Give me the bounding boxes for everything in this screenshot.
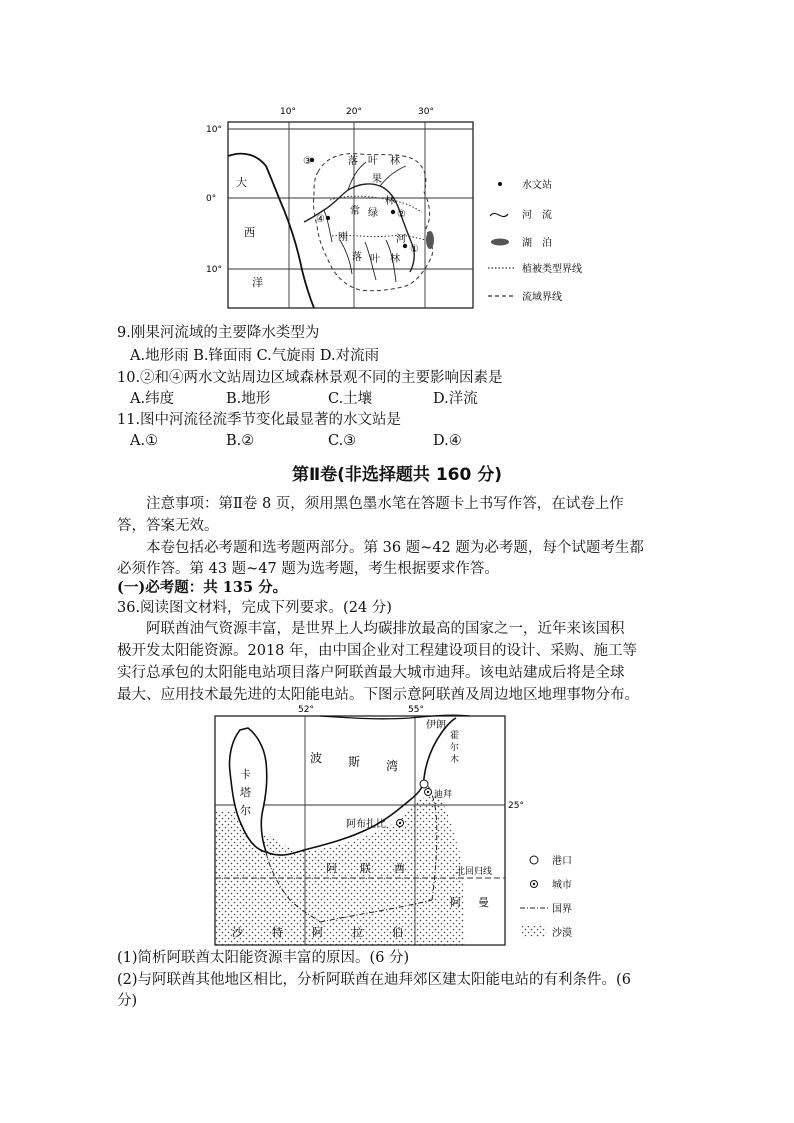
hormuz-label: 尔 bbox=[450, 743, 460, 753]
scope-line-1: 本卷包括必考题和选考题两部分。第 36 题~42 题为必考题，每个试题考生都 bbox=[146, 540, 644, 556]
gulf-label: 斯 bbox=[348, 755, 361, 769]
station-number: ① bbox=[410, 244, 419, 255]
map1-legend bbox=[488, 178, 582, 303]
river-name: 河 bbox=[396, 234, 406, 245]
legend-port: 港口 bbox=[552, 856, 572, 867]
map2-legend bbox=[520, 854, 572, 939]
legend-desert: 沙漠 bbox=[552, 928, 572, 939]
section-2-title: 第Ⅱ卷(非选择题共 160 分) bbox=[291, 465, 503, 485]
lon-label: 20° bbox=[346, 107, 362, 117]
oman-label: 阿 bbox=[450, 896, 461, 909]
oman-label: 曼 bbox=[478, 896, 489, 909]
ocean-label: 大 bbox=[236, 176, 247, 189]
forest-label: 林 bbox=[390, 156, 400, 167]
question-10-option-a: A.纬度 bbox=[130, 391, 175, 407]
question-10-option-d: D.洋流 bbox=[433, 391, 478, 407]
lat-label: 10° bbox=[206, 265, 222, 275]
qatar-label: 卡 bbox=[240, 768, 251, 781]
lat-label: 25° bbox=[508, 801, 524, 811]
congo-basin-map bbox=[200, 100, 620, 315]
uae-label: 酋 bbox=[394, 862, 405, 875]
question-10: 10.②和④两水文站周边区域森林景观不同的主要影响因素是 bbox=[117, 370, 503, 386]
uae-label: 联 bbox=[360, 862, 371, 875]
ocean-label: 洋 bbox=[252, 276, 263, 289]
question-36-sub-1: (1)简析阿联酋太阳能资源丰富的原因。(6 分) bbox=[117, 950, 410, 966]
legend-lake: 湖 泊 bbox=[522, 238, 552, 249]
lon-label: 30° bbox=[418, 107, 434, 117]
abudhabi-label: 阿布扎比 bbox=[346, 819, 386, 830]
forest-label: 常 bbox=[350, 206, 360, 217]
legend-border: 国界 bbox=[552, 904, 572, 915]
question-11-option-a: A.① bbox=[130, 433, 159, 449]
legend-vegetation: 植被类型界线 bbox=[522, 264, 582, 275]
question-9: 9.刚果河流域的主要降水类型为 bbox=[117, 325, 320, 341]
question-11-option-c: C.③ bbox=[328, 433, 357, 449]
legend-city: 城市 bbox=[552, 880, 572, 891]
question-10-option-b: B.地形 bbox=[226, 391, 271, 407]
legend-basin: 流域界线 bbox=[522, 292, 562, 303]
question-10-option-c: C.土壤 bbox=[328, 391, 373, 407]
tropic-label: 北回归线 bbox=[456, 867, 493, 877]
gulf-label: 波 bbox=[310, 751, 323, 765]
forest-label: 绿 bbox=[368, 208, 378, 219]
question-36-title: 36.阅读图文材料，完成下列要求。(24 分) bbox=[117, 600, 392, 616]
lake bbox=[426, 231, 434, 249]
saudi-label: 沙 bbox=[232, 926, 243, 939]
notice-line-1: 注意事项：第Ⅱ卷 8 页，须用黑色墨水笔在答题卡上书写作答，在试卷上作 bbox=[146, 496, 624, 512]
lat-label: 0° bbox=[206, 194, 217, 204]
legend-station: 水文站 bbox=[522, 180, 552, 191]
question-9-options: A.地形雨 B.锋面雨 C.气旋雨 D.对流雨 bbox=[130, 348, 380, 364]
forest-label: 叶 bbox=[370, 254, 380, 265]
river-name: 果 bbox=[372, 174, 382, 185]
scope-line-2: 必须作答。第 43 题~47 题为选考题，考生根据要求作答。 bbox=[117, 561, 499, 577]
river-name: 刚 bbox=[338, 232, 348, 243]
question-36-sub-2-cont: 分) bbox=[117, 993, 138, 1009]
station-number: ③ bbox=[303, 156, 312, 167]
ocean-label: 西 bbox=[244, 226, 255, 239]
saudi-label: 阿 bbox=[312, 926, 323, 939]
uae-label: 阿 bbox=[326, 862, 337, 875]
station-number: ④ bbox=[316, 214, 325, 225]
forest-label: 林 bbox=[385, 196, 395, 207]
uae-map bbox=[200, 700, 620, 950]
station-number: ② bbox=[397, 209, 406, 220]
question-11: 11.图中河流径流季节变化最显著的水文站是 bbox=[117, 412, 402, 428]
qatar-label: 塔 bbox=[240, 786, 251, 799]
forest-label: 落 bbox=[348, 156, 358, 167]
lon-label: 10° bbox=[280, 107, 296, 117]
qatar-label: 尔 bbox=[240, 804, 251, 817]
question-36-para-3: 实行总承包的太阳能电站项目落户阿联酋最大城市迪拜。该电站建成后将是全球 bbox=[117, 665, 625, 681]
lon-label: 52° bbox=[298, 705, 314, 715]
forest-label: 落 bbox=[352, 252, 362, 263]
saudi-label: 拉 bbox=[352, 926, 363, 939]
question-36-sub-2: (2)与阿联酋其他地区相比，分析阿联酋在迪拜郊区建太阳能电站的有利条件。(6 bbox=[117, 972, 631, 988]
question-11-option-b: B.② bbox=[226, 433, 255, 449]
question-11-option-d: D.④ bbox=[433, 433, 462, 449]
iran-label: 伊朗 bbox=[426, 720, 446, 731]
question-36-para-2: 极开发太阳能资源。2018 年，由中国企业对工程建设项目的设计、采购、施工等 bbox=[117, 643, 638, 659]
question-36-para-4: 最大、应用技术最先进的太阳能电站。下图示意阿联酋及周边地区地理事物分布。 bbox=[117, 687, 639, 703]
saudi-label: 特 bbox=[272, 926, 283, 939]
legend-river: 河 流 bbox=[522, 210, 552, 221]
lat-label: 10° bbox=[206, 125, 222, 135]
question-36-para-1: 阿联酋油气资源丰富，是世界上人均碳排放最高的国家之一，近年来该国积 bbox=[146, 621, 625, 637]
forest-label: 林 bbox=[390, 254, 400, 265]
forest-label: 叶 bbox=[368, 156, 378, 167]
required-heading: (一)必考题：共 135 分。 bbox=[117, 579, 288, 596]
notice-line-2: 答，答案无效。 bbox=[117, 518, 219, 534]
hormuz-label: 霍 bbox=[450, 731, 460, 741]
saudi-label: 伯 bbox=[392, 926, 403, 939]
lon-label: 55° bbox=[408, 705, 424, 715]
gulf-label: 湾 bbox=[386, 759, 399, 773]
hormuz-label: 木 bbox=[450, 755, 460, 765]
dubai-label: 迪拜 bbox=[434, 790, 453, 800]
